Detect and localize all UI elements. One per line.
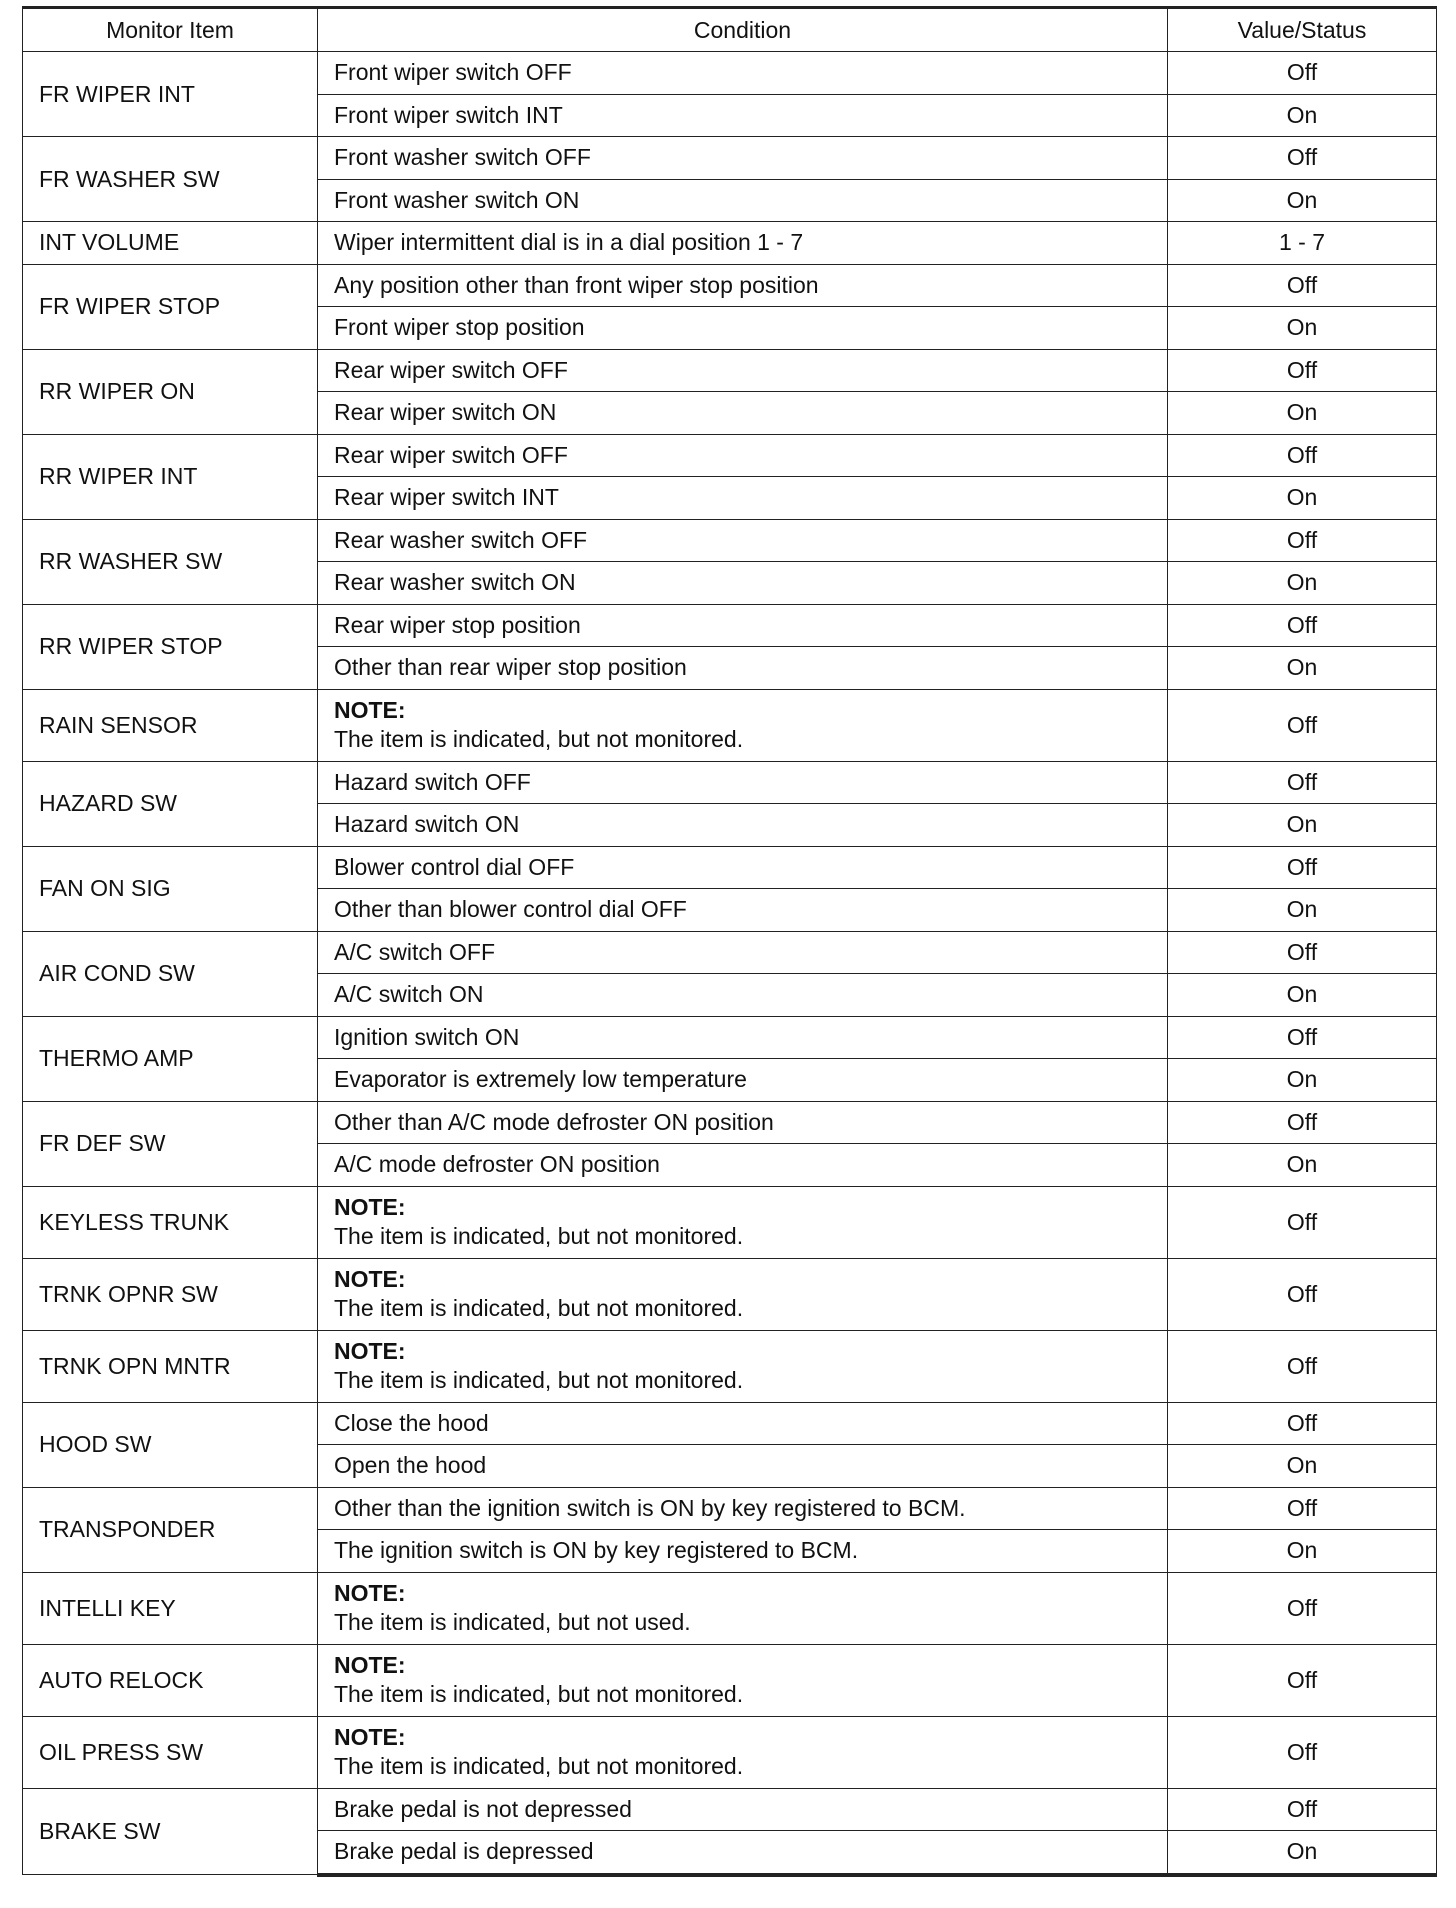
note-text: The item is indicated, but not used. — [334, 1609, 691, 1635]
table-row — [23, 1572, 1437, 1644]
value-status-cell: Off — [1168, 519, 1437, 562]
condition-cell — [318, 1644, 1168, 1716]
value-status-cell: On — [1168, 392, 1437, 435]
value-status-cell: On — [1168, 1445, 1437, 1488]
value-status-cell: On — [1168, 1530, 1437, 1573]
value-status-cell: Off — [1168, 1572, 1437, 1644]
note-text: The item is indicated, but not monitored. — [334, 1367, 744, 1393]
monitor-item-cell: INT VOLUME — [23, 222, 318, 265]
condition-cell: A/C mode defroster ON position — [318, 1144, 1168, 1187]
condition-cell — [318, 1330, 1168, 1402]
table-row — [23, 264, 1437, 307]
table-row — [23, 761, 1437, 804]
value-status-cell: On — [1168, 94, 1437, 137]
monitor-item-cell: HAZARD SW — [23, 761, 318, 846]
table-row — [23, 1487, 1437, 1530]
condition-cell: Rear wiper switch OFF — [318, 434, 1168, 477]
table-row — [23, 1101, 1437, 1144]
table-row — [23, 1186, 1437, 1258]
condition-cell: Hazard switch OFF — [318, 761, 1168, 804]
condition-cell: Other than A/C mode defroster ON position — [318, 1101, 1168, 1144]
monitor-item-cell: RR WIPER ON — [23, 349, 318, 434]
table-row — [23, 1016, 1437, 1059]
table-row — [23, 1330, 1437, 1402]
monitor-item-cell: KEYLESS TRUNK — [23, 1186, 318, 1258]
table-row — [23, 846, 1437, 889]
note-label: NOTE: — [334, 1338, 406, 1364]
table-row — [23, 349, 1437, 392]
condition-cell: Rear wiper stop position — [318, 604, 1168, 647]
condition-cell: The ignition switch is ON by key registered to BCM. — [318, 1530, 1168, 1573]
condition-cell: Brake pedal is depressed — [318, 1831, 1168, 1875]
value-status-cell: Off — [1168, 1644, 1437, 1716]
table-row — [23, 222, 1437, 265]
table-row — [23, 689, 1437, 761]
value-status-cell: On — [1168, 647, 1437, 690]
note-text: The item is indicated, but not monitored. — [334, 1223, 744, 1249]
condition-cell: Rear wiper switch OFF — [318, 349, 1168, 392]
value-status-cell: Off — [1168, 761, 1437, 804]
table-row — [23, 1402, 1437, 1445]
value-status-cell: On — [1168, 562, 1437, 605]
value-status-cell: Off — [1168, 1186, 1437, 1258]
monitor-item-cell: RR WIPER INT — [23, 434, 318, 519]
condition-cell: Rear washer switch ON — [318, 562, 1168, 605]
value-status-cell: Off — [1168, 846, 1437, 889]
monitor-item-cell: BRAKE SW — [23, 1788, 318, 1875]
note-label: NOTE: — [334, 1266, 406, 1292]
condition-cell: Other than blower control dial OFF — [318, 889, 1168, 932]
condition-cell — [318, 1186, 1168, 1258]
monitor-item-cell: THERMO AMP — [23, 1016, 318, 1101]
condition-cell: Front washer switch ON — [318, 179, 1168, 222]
table-row — [23, 1644, 1437, 1716]
note-label: NOTE: — [334, 1724, 406, 1750]
monitor-item-cell: HOOD SW — [23, 1402, 318, 1487]
condition-cell — [318, 689, 1168, 761]
value-status-cell: Off — [1168, 349, 1437, 392]
condition-cell: Other than the ignition switch is ON by key registered to BCM. — [318, 1487, 1168, 1530]
table-row — [23, 52, 1437, 95]
table-row — [23, 137, 1437, 180]
condition-cell: Close the hood — [318, 1402, 1168, 1445]
value-status-cell: On — [1168, 974, 1437, 1017]
condition-cell: Front washer switch OFF — [318, 137, 1168, 180]
note-label: NOTE: — [334, 1652, 406, 1678]
condition-cell — [318, 1258, 1168, 1330]
monitor-item-cell: OIL PRESS SW — [23, 1716, 318, 1788]
note-label: NOTE: — [334, 1580, 406, 1606]
condition-cell: Rear wiper switch INT — [318, 477, 1168, 520]
table-row — [23, 1258, 1437, 1330]
value-status-cell: On — [1168, 1831, 1437, 1875]
condition-cell — [318, 1572, 1168, 1644]
monitor-item-cell: TRANSPONDER — [23, 1487, 318, 1572]
monitor-item-cell: AUTO RELOCK — [23, 1644, 318, 1716]
value-status-cell: Off — [1168, 1487, 1437, 1530]
monitor-item-cell: RAIN SENSOR — [23, 689, 318, 761]
value-status-cell: On — [1168, 889, 1437, 932]
value-status-cell: Off — [1168, 604, 1437, 647]
condition-cell: Other than rear wiper stop position — [318, 647, 1168, 690]
note-text: The item is indicated, but not monitored. — [334, 726, 744, 752]
value-status-cell: On — [1168, 1059, 1437, 1102]
note-label: NOTE: — [334, 1194, 406, 1220]
monitor-item-cell: FR WIPER INT — [23, 52, 318, 137]
condition-cell: Rear washer switch OFF — [318, 519, 1168, 562]
header-monitor-item: Monitor Item — [23, 8, 318, 52]
monitor-item-cell: TRNK OPNR SW — [23, 1258, 318, 1330]
value-status-cell: Off — [1168, 264, 1437, 307]
condition-cell: A/C switch OFF — [318, 931, 1168, 974]
value-status-cell: Off — [1168, 1788, 1437, 1831]
value-status-cell: 1 - 7 — [1168, 222, 1437, 265]
note-text: The item is indicated, but not monitored. — [334, 1753, 744, 1779]
table-row — [23, 931, 1437, 974]
value-status-cell: Off — [1168, 1330, 1437, 1402]
monitor-item-cell: FR DEF SW — [23, 1101, 318, 1186]
table-row — [23, 604, 1437, 647]
condition-cell: Wiper intermittent dial is in a dial position 1 - 7 — [318, 222, 1168, 265]
table-row — [23, 1716, 1437, 1788]
table-row — [23, 434, 1437, 477]
value-status-cell: Off — [1168, 1016, 1437, 1059]
value-status-cell: On — [1168, 1144, 1437, 1187]
value-status-cell: Off — [1168, 689, 1437, 761]
condition-cell: Front wiper switch OFF — [318, 52, 1168, 95]
value-status-cell: Off — [1168, 931, 1437, 974]
value-status-cell: Off — [1168, 434, 1437, 477]
value-status-cell: Off — [1168, 1402, 1437, 1445]
value-status-cell: Off — [1168, 52, 1437, 95]
condition-cell: Any position other than front wiper stop position — [318, 264, 1168, 307]
table-row — [23, 519, 1437, 562]
monitor-item-cell: FR WIPER STOP — [23, 264, 318, 349]
value-status-cell: On — [1168, 179, 1437, 222]
monitor-item-cell: RR WIPER STOP — [23, 604, 318, 689]
table-row — [23, 1788, 1437, 1831]
monitor-table — [22, 6, 1437, 1877]
monitor-item-cell: FR WASHER SW — [23, 137, 318, 222]
value-status-cell: On — [1168, 307, 1437, 350]
value-status-cell: On — [1168, 477, 1437, 520]
note-label: NOTE: — [334, 697, 406, 723]
value-status-cell: Off — [1168, 1258, 1437, 1330]
condition-cell: Evaporator is extremely low temperature — [318, 1059, 1168, 1102]
monitor-item-cell: AIR COND SW — [23, 931, 318, 1016]
header-value-status: Value/Status — [1168, 8, 1437, 52]
monitor-item-cell: INTELLI KEY — [23, 1572, 318, 1644]
condition-cell: Rear wiper switch ON — [318, 392, 1168, 435]
condition-cell: A/C switch ON — [318, 974, 1168, 1017]
condition-cell: Front wiper stop position — [318, 307, 1168, 350]
condition-cell: Ignition switch ON — [318, 1016, 1168, 1059]
table-body — [23, 52, 1437, 1875]
condition-cell — [318, 1716, 1168, 1788]
value-status-cell: Off — [1168, 1101, 1437, 1144]
condition-cell: Blower control dial OFF — [318, 846, 1168, 889]
condition-cell: Open the hood — [318, 1445, 1168, 1488]
monitor-item-cell: TRNK OPN MNTR — [23, 1330, 318, 1402]
value-status-cell: On — [1168, 804, 1437, 847]
note-text: The item is indicated, but not monitored. — [334, 1681, 744, 1707]
condition-cell: Front wiper switch INT — [318, 94, 1168, 137]
value-status-cell: Off — [1168, 137, 1437, 180]
header-condition: Condition — [318, 8, 1168, 52]
monitor-item-cell: RR WASHER SW — [23, 519, 318, 604]
monitor-item-cell: FAN ON SIG — [23, 846, 318, 931]
condition-cell: Hazard switch ON — [318, 804, 1168, 847]
value-status-cell: Off — [1168, 1716, 1437, 1788]
header-row — [23, 8, 1437, 52]
condition-cell: Brake pedal is not depressed — [318, 1788, 1168, 1831]
note-text: The item is indicated, but not monitored. — [334, 1295, 744, 1321]
